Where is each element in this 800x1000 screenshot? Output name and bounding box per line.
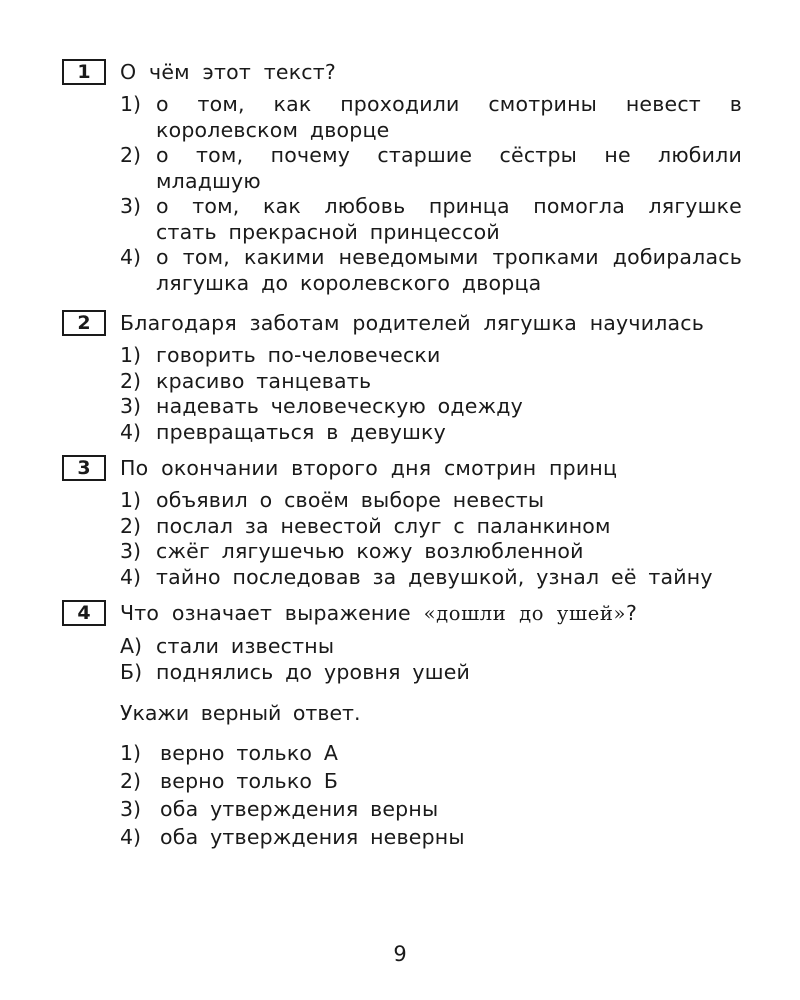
option-label: 1) [120, 92, 142, 116]
options-list [120, 343, 742, 445]
option-label: 4) [120, 419, 142, 444]
option-text: надевать человеческую одежду [156, 394, 523, 418]
option-item[interactable] [120, 514, 742, 540]
option-item[interactable] [120, 420, 742, 446]
option-item[interactable] [120, 343, 742, 369]
option-item[interactable] [120, 488, 742, 514]
answers-list [120, 739, 742, 851]
option-label: 2) [120, 513, 142, 538]
option-item[interactable] [120, 539, 742, 565]
option-text: объявил о своём выборе невесты [156, 488, 545, 512]
option-item[interactable] [120, 767, 742, 795]
question-header [62, 454, 742, 482]
option-label: 4) [120, 245, 142, 269]
option-item[interactable] [120, 795, 742, 823]
option-label: 1) [120, 741, 142, 765]
option-label: 3) [120, 797, 142, 821]
option-item[interactable] [120, 739, 742, 767]
option-item[interactable] [120, 143, 742, 194]
option-label: 1) [120, 343, 142, 367]
option-text: верно только Б [160, 769, 339, 793]
instruction-text: Укажи верный ответ. [120, 701, 361, 725]
question-number-box: 1 [62, 59, 106, 85]
question-3 [62, 454, 742, 590]
option-text: о том, как проходили смотрины невест в королевском дворце [156, 92, 742, 142]
option-text: верно только А [160, 741, 339, 765]
option-text: превращаться в девушку [156, 419, 446, 444]
option-label: 4) [120, 825, 142, 849]
statement-label: А) [120, 634, 143, 658]
question-number-box: 2 [62, 310, 106, 336]
statements-list [120, 634, 742, 685]
statement-item [120, 634, 742, 660]
option-text: послал за невестой слуг с паланкином [156, 513, 611, 538]
question-text [120, 599, 637, 628]
option-item[interactable] [120, 92, 742, 143]
option-item[interactable] [120, 194, 742, 245]
idiom-quote: «дошли до ушей» [423, 602, 626, 625]
option-text: тайно последовав за девушкой, узнал её тайну [156, 564, 713, 589]
statement-item [120, 660, 742, 686]
option-label: 1) [120, 488, 142, 512]
question-text-before: Что означает выражение [120, 601, 411, 625]
options-list [120, 92, 742, 296]
option-label: 3) [120, 539, 142, 563]
question-text: По окончании второго дня смотрин принц [120, 456, 618, 480]
option-text: оба утверждения неверны [160, 825, 465, 849]
option-label: 2) [120, 769, 142, 793]
question-header [62, 599, 742, 628]
question-4 [62, 599, 742, 851]
option-label: 4) [120, 564, 142, 589]
page-number: 9 [393, 942, 407, 966]
question-text: О чём этот текст? [120, 60, 336, 84]
option-text: красиво танцевать [156, 368, 372, 393]
question-header [62, 309, 742, 337]
option-item[interactable] [120, 369, 742, 395]
option-text: оба утверждения верны [160, 797, 439, 821]
option-item[interactable] [120, 394, 742, 420]
option-item[interactable] [120, 823, 742, 851]
option-text: о том, почему старшие сёстры не любили младшую [156, 143, 742, 193]
statement-text: поднялись до уровня ушей [156, 659, 471, 684]
option-label: 2) [120, 143, 142, 167]
option-label: 2) [120, 368, 142, 393]
question-mark: ? [626, 601, 638, 625]
options-list [120, 488, 742, 590]
option-text: говорить по-человечески [156, 343, 441, 367]
question-number-box: 4 [62, 600, 106, 626]
question-1 [62, 58, 742, 296]
question-header [62, 58, 742, 86]
option-text: о том, как любовь принца помогла лягушке стать прекрасной принцессой [156, 194, 742, 244]
question-number-box: 3 [62, 455, 106, 481]
question-text: Благодаря заботам родителей лягушка научилась [120, 311, 705, 335]
question-2 [62, 309, 742, 445]
option-text: сжёг лягушечью кожу возлюбленной [156, 539, 584, 563]
option-text: о том, какими неведомыми тропками добиралась лягушка до королевского дворца [156, 245, 742, 295]
option-label: 3) [120, 194, 142, 218]
option-item[interactable] [120, 245, 742, 296]
statement-text: стали известны [156, 634, 335, 658]
option-label: 3) [120, 394, 142, 418]
statement-label: Б) [120, 659, 143, 684]
option-item[interactable] [120, 565, 742, 591]
